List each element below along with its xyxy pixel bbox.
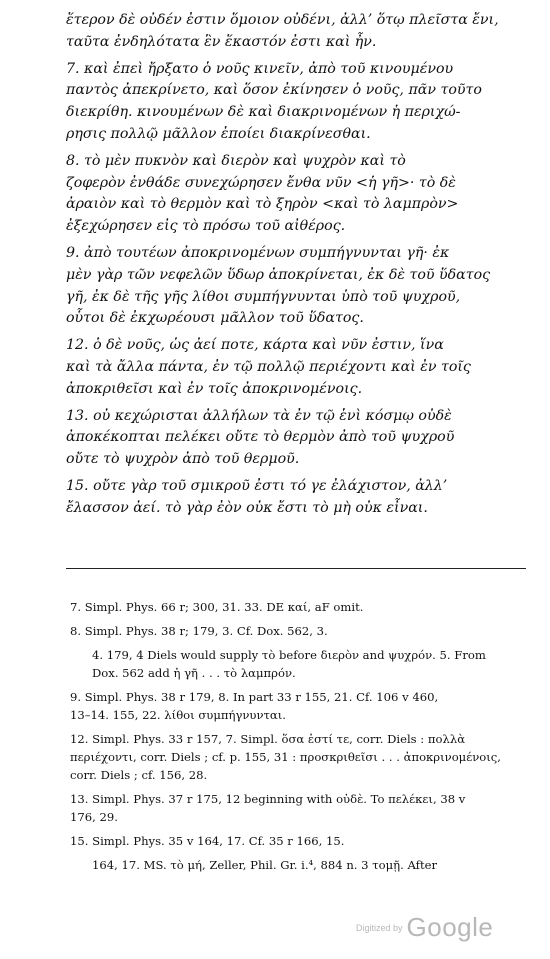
text-line: ταῦτα ἐνδηλότατα ἓν ἕκαστόν ἐστι καὶ ἦν.	[66, 33, 377, 50]
footnote-line: 7. Simpl. Phys. 66 r; 300, 31. 33. DE καί, aF omit.	[70, 600, 364, 614]
fragment-8	[66, 151, 526, 238]
fragment-continuation	[66, 10, 526, 54]
text-line: ἀραιὸν καὶ τὸ θερμὸν καὶ τὸ ξηρὸν <καὶ τὸ λαμπρὸν>	[66, 196, 459, 213]
greek-text-block	[66, 10, 526, 525]
text-line: ζοφερὸν ἐνθάδε συνεχώρησεν ἔνθα νῦν <ἡ γῆ>· τὸ δὲ	[66, 174, 456, 191]
fragment-7	[66, 59, 526, 146]
text-line: 15. οὔτε γὰρ τοῦ σμικροῦ ἐστι τό γε ἐλάχιστον, ἀλλ’	[66, 477, 448, 494]
footnote-line: 12. Simpl. Phys. 33 r 157, 7. Simpl. ὅσα ἐστί τε, corr. Diels : πολλὰ	[70, 732, 466, 746]
footnote-15-detail	[70, 856, 526, 874]
text-line: 8. τὸ μὲν πυκνὸν καὶ διερὸν καὶ ψυχρὸν καὶ τὸ	[66, 152, 406, 169]
footnote-line: 13. Simpl. Phys. 37 r 175, 12 beginning with οὐδὲ. To πελέκει, 38 v	[70, 792, 466, 806]
footnote-line: 13–14. 155, 22. λίθοι συμπήγνυνται.	[70, 708, 286, 722]
text-line: καὶ τὰ ἄλλα πάντα, ἐν τῷ πολλῷ περιέχοντι καὶ ἐν τοῖς	[66, 358, 471, 375]
footnote-line: 9. Simpl. Phys. 38 r 179, 8. In part 33 r 155, 21. Cf. 106 v 460,	[70, 690, 439, 704]
text-line: οὔτε τὸ ψυχρὸν ἀπὸ τοῦ θερμοῦ.	[66, 451, 300, 468]
footnote-9	[70, 688, 526, 724]
footnote-15	[70, 832, 526, 850]
footnote-line: 4. 179, 4 Diels would supply τὸ before διερὸν and ψυχρόν. 5. From	[92, 648, 486, 662]
text-line: ἕτερον δὲ οὐδέν ἐστιν ὅμοιον οὐδένι, ἀλλ’ ὅτῳ πλεῖστα ἔνι,	[66, 12, 499, 28]
footnote-line: corr. Diels ; cf. 156, 28.	[70, 768, 208, 782]
text-line: παντὸς ἀπεκρίνετο, καὶ ὅσον ἐκίνησεν ὁ νοῦς, πᾶν τοῦτο	[66, 82, 482, 99]
text-line: ρησις πολλῷ μᾶλλον ἐποίει διακρίνεσθαι.	[66, 125, 371, 142]
footnote-13	[70, 790, 526, 826]
fragment-13	[66, 406, 526, 471]
text-line: μὲν γὰρ τῶν νεφελῶν ὕδωρ ἀποκρίνεται, ἐκ δὲ τοῦ ὕδατος	[66, 266, 491, 283]
text-line: διεκρίθη. κινουμένων δὲ καὶ διακρινομένων ἡ περιχώ-	[66, 104, 461, 121]
text-line: ἔλασσον ἀεί. τὸ γὰρ ἐὸν οὐκ ἔστι τὸ μὴ οὐκ εἶναι.	[66, 499, 428, 516]
footnote-8	[70, 622, 526, 640]
text-line: 7. καὶ ἐπεὶ ἤρξατο ὁ νοῦς κινεῖν, ἀπὸ τοῦ κινουμένου	[66, 60, 454, 77]
text-line: 13. οὐ κεχώρισται ἀλλήλων τὰ ἐν τῷ ἑνὶ κόσμῳ οὐδὲ	[66, 407, 452, 424]
footnote-7	[70, 598, 526, 616]
digitized-by-label: Digitized by	[356, 922, 403, 933]
text-line: ἀποκέκοπται πελέκει οὔτε τὸ θερμὸν ἀπὸ τοῦ ψυχροῦ	[66, 429, 455, 446]
footnote-line: Dox. 562 add ἡ γῆ . . . τὸ λαμπρόν.	[92, 666, 296, 680]
text-line: οὗτοι δὲ ἐκχωρέουσι μᾶλλον τοῦ ὕδατος.	[66, 310, 364, 327]
fragment-9	[66, 243, 526, 330]
text-line: ἐξεχώρησεν εἰς τὸ πρόσω τοῦ αἰθέρος.	[66, 218, 346, 235]
footnote-line: περιέχοντι, corr. Diels ; cf. p. 155, 31 : προσκριθεῖσι . . . ἀποκρινομένοις,	[70, 750, 501, 764]
footnote-line: 8. Simpl. Phys. 38 r; 179, 3. Cf. Dox. 562, 3.	[70, 624, 328, 638]
text-line: ἀποκριθεῖσι καὶ ἐν τοῖς ἀποκρινομένοις.	[66, 380, 363, 397]
text-line: 12. ὁ δὲ νοῦς, ὡς ἀεί ποτε, κάρτα καὶ νῦν ἐστιν, ἵνα	[66, 337, 444, 354]
text-line: γῆ, ἐκ δὲ τῆς γῆς λίθοι συμπήγνυνται ὑπὸ τοῦ ψυχροῦ,	[66, 288, 461, 305]
footnote-divider	[66, 568, 526, 569]
fragment-15	[66, 476, 526, 520]
footnote-8-detail	[70, 646, 526, 682]
footnote-12	[70, 730, 526, 784]
text-line: 9. ἀπὸ τουτέων ἀποκρινομένων συμπήγνυνται γῆ· ἐκ	[66, 244, 450, 261]
footnote-line: 176, 29.	[70, 810, 118, 824]
footnote-line: 15. Simpl. Phys. 35 v 164, 17. Cf. 35 r 166, 15.	[70, 834, 345, 848]
google-watermark	[356, 912, 493, 943]
google-logo: Google	[406, 912, 494, 942]
footnote-line: 164, 17. MS. τὸ μή, Zeller, Phil. Gr. i.⁴, 884 n. 3 τομῇ. After	[92, 858, 438, 872]
footnotes-block	[70, 598, 526, 880]
fragment-12	[66, 335, 526, 400]
